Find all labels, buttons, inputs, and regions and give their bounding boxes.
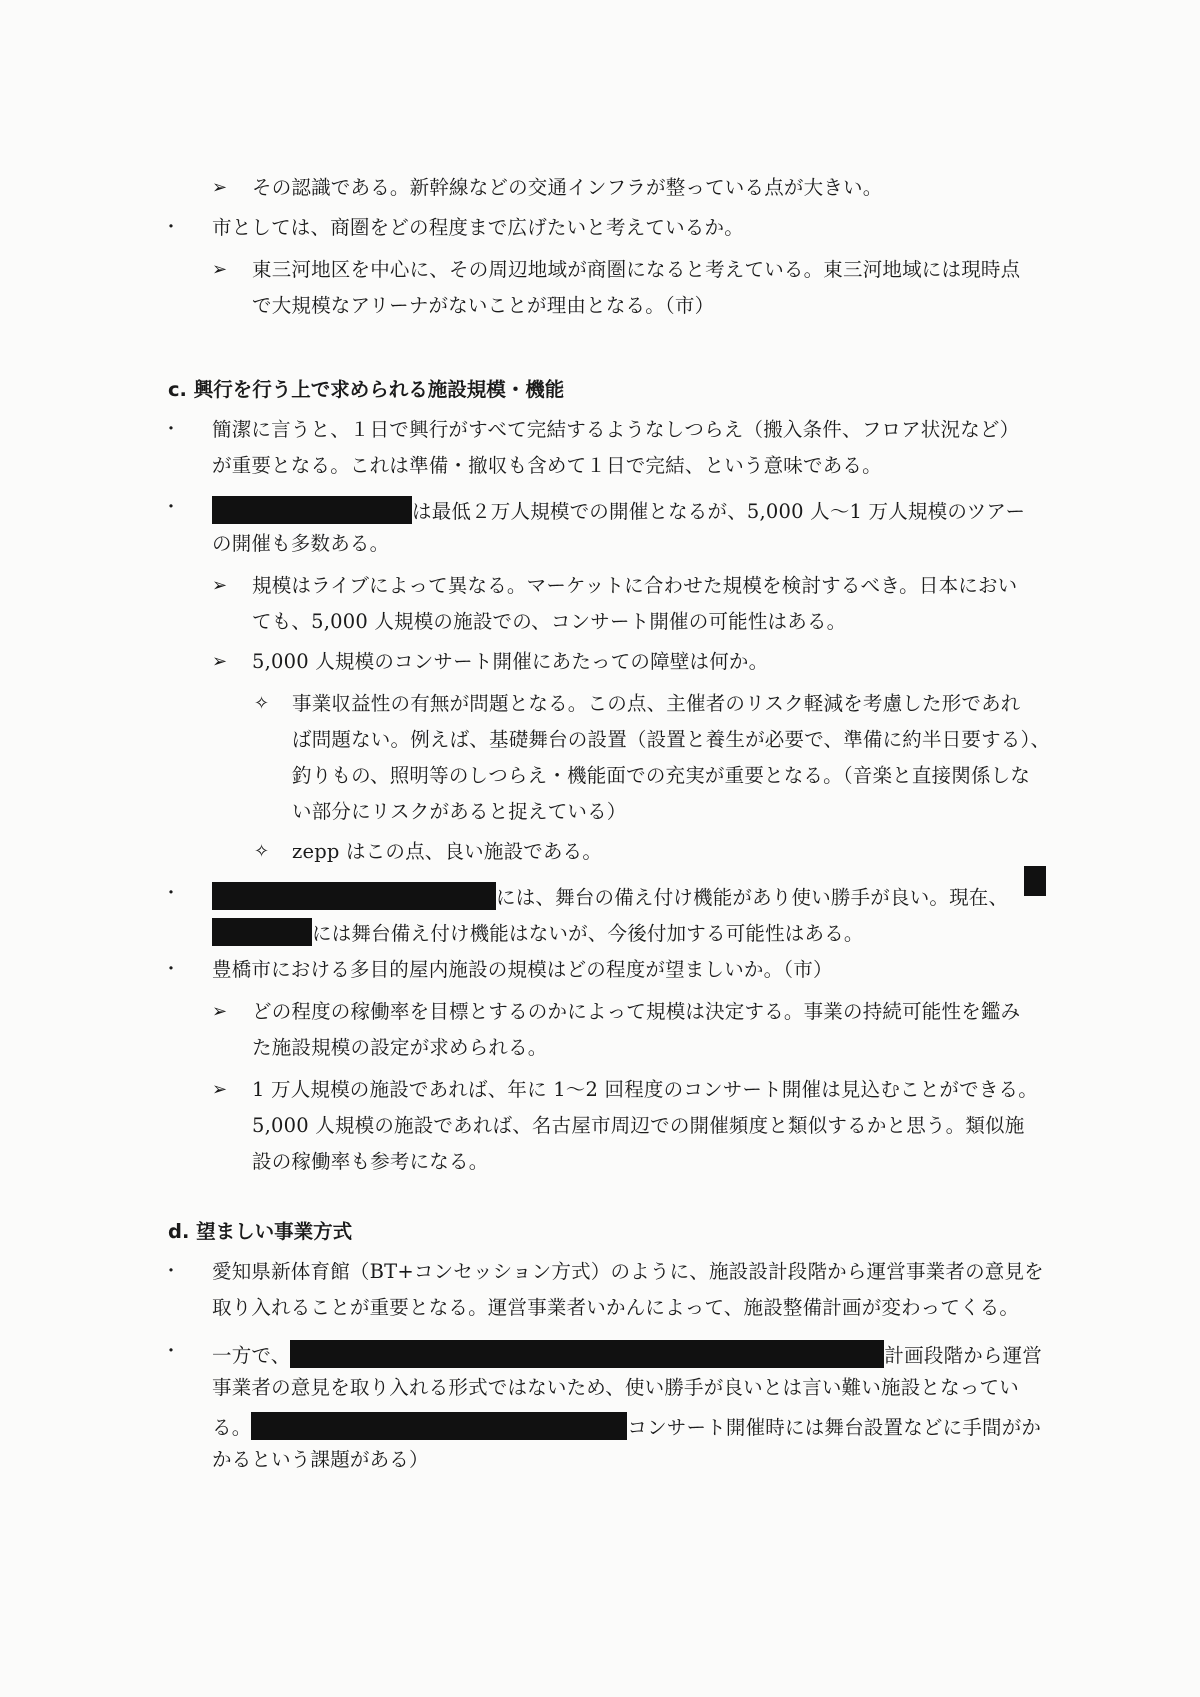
body-text [212, 882, 1008, 910]
detail-text: ば問題ない。例えば、基礎舞台の設置（設置と養生が必要で、準備に約半日要する）、 [292, 728, 1051, 751]
body-text [212, 496, 1025, 524]
body-text: が重要となる。これは準備・撤収も含めて１日で完結、という意味である。 [212, 454, 882, 477]
body-text-fragment: は最低２万人規模での開催となるが、5,000 人～1 万人規模のツアー [412, 500, 1026, 523]
redaction-block [212, 918, 312, 946]
arrow-marker: ➢ [212, 177, 228, 198]
question-text: 市としては、商圏をどの程度まで広げたいと考えているか。 [212, 216, 744, 239]
body-text: かるという課題がある） [212, 1448, 429, 1471]
answer-text: その認識である。新幹線などの交通インフラが整っている点が大きい。 [252, 176, 883, 199]
bullet-marker: ・ [162, 959, 180, 980]
answer-text: で大規模なアリーナがないことが理由となる。（市） [252, 294, 715, 317]
body-text-fragment: には、舞台の備え付け機能があり使い勝手が良い。現在、 [496, 886, 1009, 909]
section-heading-c: c. 興行を行う上で求められる施設規模・機能 [168, 378, 565, 401]
answer-text: 5,000 人規模の施設であれば、名古屋市周辺での開催頻度と類似するかと思う。類似施 [252, 1114, 1025, 1137]
bullet-marker: ・ [162, 1261, 180, 1282]
body-text: の開催も多数ある。 [212, 532, 390, 555]
diamond-marker: ✧ [254, 693, 270, 714]
bullet-marker: ・ [162, 1341, 180, 1362]
redaction-block [290, 1340, 884, 1368]
redaction-block [1024, 866, 1046, 896]
detail-text: 釣りもの、照明等のしつらえ・機能面での充実が重要となる。（音楽と直接関係しな [292, 764, 1031, 787]
detail-text: い部分にリスクがあると捉えている） [292, 800, 627, 823]
bullet-marker: ・ [162, 883, 180, 904]
answer-text: 5,000 人規模のコンサート開催にあたっての障壁は何か。 [252, 650, 769, 673]
body-text [212, 1412, 1041, 1440]
arrow-marker: ➢ [212, 575, 228, 596]
body-text-fragment: には舞台備え付け機能はないが、今後付加する可能性はある。 [312, 922, 864, 945]
redaction-block [251, 1412, 627, 1440]
bullet-marker: ・ [162, 217, 180, 238]
arrow-marker: ➢ [212, 651, 228, 672]
body-text-fragment: 一方で、 [212, 1344, 291, 1367]
body-text-fragment: コンサート開催時には舞台設置などに手間がか [627, 1416, 1042, 1439]
body-text: 取り入れることが重要となる。運営事業者いかんによって、施設整備計画が変わってくる。 [212, 1296, 1020, 1319]
detail-text: 事業収益性の有無が問題となる。この点、主催者のリスク軽減を考慮した形であれ [292, 692, 1021, 715]
answer-text: 規模はライブによって異なる。マーケットに合わせた規模を検討するべき。日本におい [252, 574, 1018, 597]
body-text [212, 918, 864, 946]
body-text-fragment: 計画段階から運営 [884, 1344, 1043, 1367]
section-heading-d: d. 望ましい事業方式 [168, 1220, 353, 1243]
body-text [212, 1340, 1042, 1368]
question-text: 豊橋市における多目的屋内施設の規模はどの程度が望ましいか。（市） [212, 958, 833, 981]
answer-text: 設の稼働率も参考になる。 [252, 1150, 489, 1173]
answer-text: ても、5,000 人規模の施設での、コンサート開催の可能性はある。 [252, 610, 847, 633]
arrow-marker: ➢ [212, 1001, 228, 1022]
answer-text: た施設規模の設定が求められる。 [252, 1036, 548, 1059]
detail-text: zepp はこの点、良い施設である。 [292, 840, 603, 863]
body-text-fragment: る。 [212, 1416, 252, 1439]
show-through-text [760, 205, 766, 229]
body-text: 事業者の意見を取り入れる形式ではないため、使い勝手が良いとは言い難い施設となってい [212, 1376, 1019, 1399]
body-text: 愛知県新体育館（BT+コンセッション方式）のように、施設設計段階から運営事業者の意見を [212, 1260, 1044, 1283]
redaction-block [212, 882, 496, 910]
body-text: 簡潔に言うと、１日で興行がすべて完結するようなしつらえ（搬入条件、フロア状況など） [212, 418, 1020, 441]
bullet-marker: ・ [162, 497, 180, 518]
bullet-marker: ・ [162, 419, 180, 440]
answer-text: どの程度の稼働率を目標とするのかによって規模は決定する。事業の持続可能性を鑑み [252, 1000, 1021, 1023]
redaction-block [212, 496, 412, 524]
arrow-marker: ➢ [212, 1079, 228, 1100]
answer-text: 1 万人規模の施設であれば、年に 1～2 回程度のコンサート開催は見込むことができる。 [252, 1078, 1038, 1101]
arrow-marker: ➢ [212, 259, 228, 280]
diamond-marker: ✧ [254, 841, 270, 862]
answer-text: 東三河地区を中心に、その周辺地域が商圏になると考えている。東三河地域には現時点 [252, 258, 1021, 281]
